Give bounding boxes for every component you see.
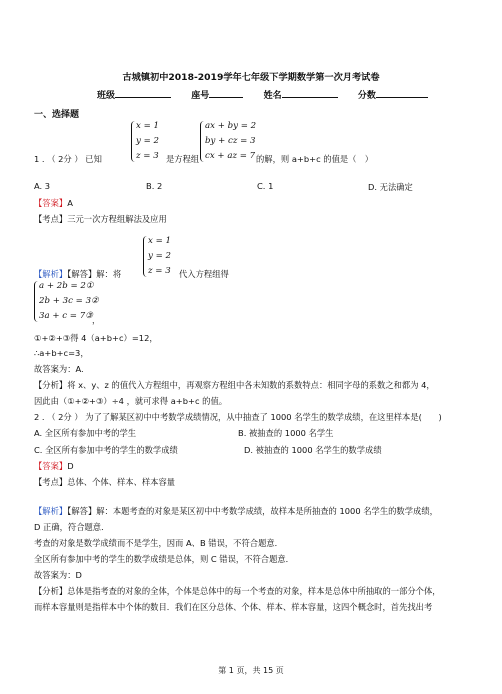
page-title: 古城镇初中2018-2019学年七年级下学期数学第一次月考试卷: [122, 72, 380, 83]
q2-fenxi-2: 而样本容量则是指样本中个体的数目．我们在区分总体、个体、样本、样本容量，这四个概念时，首先找出考: [34, 602, 433, 612]
q1-answer-tag: 【答案】: [34, 198, 68, 208]
seat-blank: [209, 88, 243, 98]
q1-sys2-eq3: cx + az = 7: [205, 151, 256, 161]
q1-sys2-eq1: ax + by = 2: [205, 121, 257, 131]
q1-step-3: 故答案为：A.: [34, 364, 84, 374]
score-blank: [376, 88, 428, 98]
name-blank: [282, 88, 338, 98]
q1-sys1-eq2: y = 2: [136, 136, 159, 146]
q1-analysis-tag: 【解析】: [34, 269, 68, 279]
q1-analysis-lead: 【解答】解：将: [67, 269, 122, 279]
q1-sys3-eq1: x = 1: [148, 236, 171, 246]
q2-option-a: A. 全区所有参加中考的学生: [34, 428, 137, 438]
q1-step-1: ①+②+③得 4（a+b+c）=12，: [34, 333, 158, 343]
q1-sys4-eq1: a + 2b = 2①: [39, 281, 94, 291]
q1-sys4-eq2: 2b + 3c = 3②: [39, 296, 99, 306]
q2-analysis-5: 故答案为：D: [34, 570, 82, 580]
q1-sys3-eq2: y = 2: [148, 251, 171, 261]
q2-analysis-tag: 【解析】: [34, 506, 68, 516]
q1-analysis-line: [34, 268, 121, 280]
q1-suffix: 的解，则 a+b+c 的值是（ ）: [256, 154, 374, 164]
q1-sys1-eq1: x = 1: [136, 121, 159, 131]
q1-step-2: ∴a+b+c=3，: [34, 348, 89, 358]
q1-sys4-eq3: 3a + c = 7③: [39, 311, 93, 321]
q2-analysis-3: 考查的对象是数学成绩而不是学生，因而 A、B 错误，不符合题意．: [34, 538, 283, 548]
q2-analysis-4: 全区所有参加中考的学生的数学成绩是总体，则 C 错误，不符合题意．: [34, 554, 294, 564]
q2-analysis-1: 【解答】解：本题考查的对象是某区初中中考数学成绩，故样本是所抽查的 1000 名学生的数学成绩，: [67, 506, 438, 516]
q1-option-b: B. 2: [146, 181, 163, 191]
q2-answer: D: [67, 461, 74, 471]
q1-answer-line: [34, 197, 73, 209]
q1-comma: ，: [92, 315, 101, 325]
q2-analysis-2: D 正确，符合题意．: [34, 522, 110, 532]
name-label: 姓名: [263, 91, 282, 101]
q2-option-b: B. 被抽查的 1000 名学生: [238, 428, 334, 438]
q1-kaodian: 【考点】三元一次方程组解法及应用: [34, 214, 167, 224]
q1-analysis-tail: 代入方程组得: [179, 269, 229, 279]
seat-label: 座号: [191, 91, 210, 101]
q1-prefix: 1 . （ 2分 ） 已知: [34, 154, 102, 164]
class-label: 班级: [97, 91, 116, 101]
q2-stem: 2 . （ 2分 ） 为了了解某区初中中考数学成绩情况，从中抽查了 1000 名学生的数学成绩，在这里样本是( ): [34, 412, 442, 422]
q1-sys1-eq3: z = 3: [136, 151, 159, 161]
q2-fenxi-1: 【分析】总体是指考查的对象的全体，个体是总体中的每一个考查的对象，样本是总体中所抽取的一部分个体，: [34, 586, 441, 596]
q2-answer-line: [34, 460, 74, 472]
q1-option-c: C. 1: [257, 181, 274, 191]
q2-answer-tag: 【答案】: [34, 461, 68, 471]
q1-sys2-eq2: by + cz = 3: [205, 136, 256, 146]
section-heading: 一、选择题: [34, 110, 80, 120]
q1-sys3-eq3: z = 3: [148, 266, 171, 276]
q1-option-a: A. 3: [34, 181, 51, 191]
q2-option-c: C. 全区所有参加中考的学生的数学成绩: [34, 445, 178, 455]
q1-fenxi-1: 【分析】将 x、y、z 的值代入方程组中，再观察方程组中各未知数的系数特点：相同字母的系数之和都为 4，: [34, 380, 435, 390]
q2-option-d: D. 被抽查的 1000 名学生的数学成绩: [244, 445, 382, 455]
student-info-line: [97, 88, 428, 101]
q1-fenxi-2: 因此由（①+②+③）÷4 ，就可求得 a+b+c 的值。: [34, 396, 228, 406]
class-blank: [115, 88, 171, 98]
q1-mid: 是方程组: [166, 154, 200, 164]
q1-answer: A: [67, 198, 73, 208]
score-label: 分数: [357, 91, 376, 101]
page-footer: 第 1 页，共 15 页: [218, 666, 284, 675]
q2-kaodian: 【考点】总体、个体、样本、样本容量: [34, 477, 176, 487]
q1-option-d: D. 无法确定: [368, 182, 413, 192]
q2-analysis-line: [34, 505, 438, 517]
